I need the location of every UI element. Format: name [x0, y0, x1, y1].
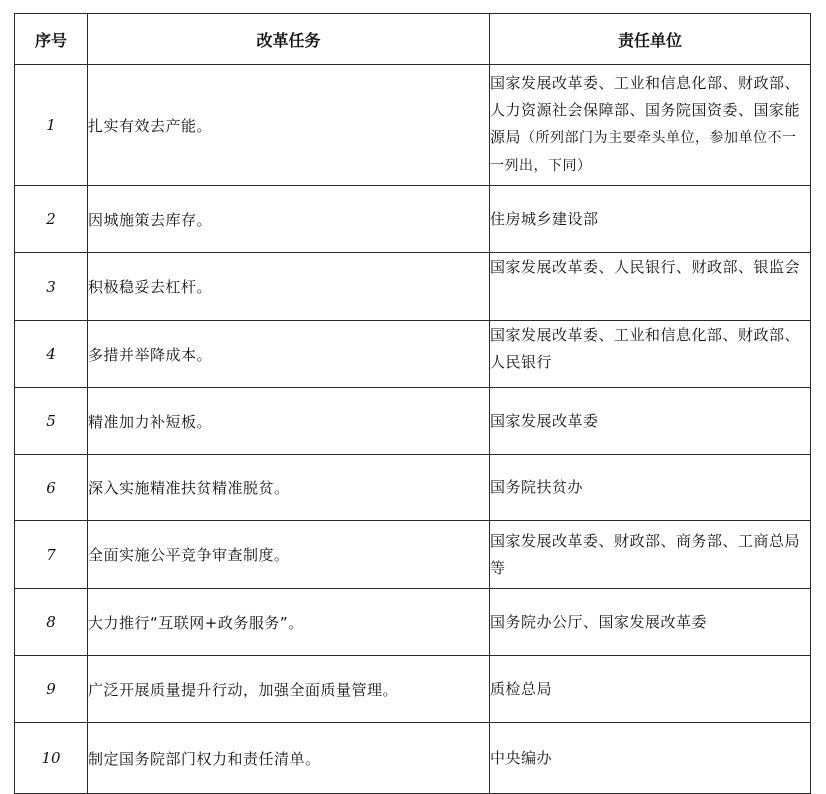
row-number: 8 [15, 589, 88, 656]
responsible-unit-main: 国家发展改革委、工业和信息化部、财政部、人力资源社会保障部、国务院国资委、国家能源局 [490, 74, 801, 146]
reform-task: 大力推行“互联网+政务服务”。 [88, 589, 490, 656]
reform-task-table [14, 13, 811, 794]
row-number: 3 [15, 253, 88, 321]
reform-task: 积极稳妥去杠杆。 [88, 253, 490, 321]
reform-task: 精准加力补短板。 [88, 388, 490, 455]
responsible-unit-note: （所列部门为主要牵头单位，参加单位不一一列出，下同） [490, 130, 797, 174]
table-row [15, 65, 811, 186]
row-number: 7 [15, 521, 88, 589]
reform-task: 广泛开展质量提升行动，加强全面质量管理。 [88, 656, 490, 723]
table-row [15, 589, 811, 656]
reform-task: 扎实有效去产能。 [88, 65, 490, 186]
header-unit: 责任单位 [490, 14, 811, 65]
responsible-unit: 国务院办公厅、国家发展改革委 [490, 589, 811, 656]
table-row [15, 723, 811, 794]
responsible-unit: 质检总局 [490, 656, 811, 723]
row-number: 1 [15, 65, 88, 186]
table-row [15, 455, 811, 521]
table-row [15, 388, 811, 455]
row-number: 4 [15, 321, 88, 388]
responsible-unit: 国家发展改革委、工业和信息化部、财政部、人民银行 [490, 321, 811, 388]
row-number: 9 [15, 656, 88, 723]
reform-task: 多措并举降成本。 [88, 321, 490, 388]
row-number: 5 [15, 388, 88, 455]
table-row [15, 656, 811, 723]
reform-task: 全面实施公平竞争审查制度。 [88, 521, 490, 589]
header-task: 改革任务 [88, 14, 490, 65]
row-number: 6 [15, 455, 88, 521]
table-row [15, 521, 811, 589]
responsible-unit: 国家发展改革委 [490, 388, 811, 455]
responsible-unit: 国家发展改革委、财政部、商务部、工商总局等 [490, 521, 811, 589]
table-row [15, 321, 811, 388]
responsible-unit [490, 65, 811, 186]
responsible-unit: 中央编办 [490, 723, 811, 794]
responsible-unit: 住房城乡建设部 [490, 186, 811, 253]
row-number: 10 [15, 723, 88, 794]
table-header-row [15, 14, 811, 65]
row-number: 2 [15, 186, 88, 253]
header-no: 序号 [15, 14, 88, 65]
table-row [15, 253, 811, 321]
reform-task: 深入实施精准扶贫精准脱贫。 [88, 455, 490, 521]
responsible-unit: 国家发展改革委、人民银行、财政部、银监会 [490, 253, 811, 321]
responsible-unit: 国务院扶贫办 [490, 455, 811, 521]
reform-task: 因城施策去库存。 [88, 186, 490, 253]
reform-task: 制定国务院部门权力和责任清单。 [88, 723, 490, 794]
table-row [15, 186, 811, 253]
